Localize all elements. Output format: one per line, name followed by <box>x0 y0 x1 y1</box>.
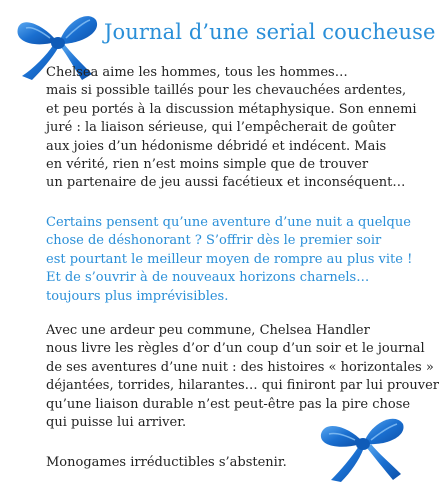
signoff-line: Monogames irréductibles s’abstenir. <box>46 455 287 470</box>
book-title: Journal d’une serial coucheuse <box>104 20 436 44</box>
paragraph-highlight: Certains pensent qu’une aventure d’une nuit a quelque chose de déshonorant ? S’offrir dès le premier soir est pourtant le meilleur moyen de rompre au plus vite ! Et de s’ouvrir à de nouveaux horizons charnels… toujours plus imprévisibles. <box>46 215 413 304</box>
paragraph-summary: Avec une ardeur peu commune, Chelsea Handler nous livre les règles d’or d’un coup d’un soir et le journal de ses aventures d’une nuit : des histoires « horizontales » déjantées, torrides, hilarantes… qui finiront par lui prouver qu’une liaison durable n’est peut-être pas la pire chose qui puisse lui arriver. <box>46 323 439 431</box>
paragraph-intro: Chelsea aime les hommes, tous les hommes… mais si possible taillés pour les chevauchées ardentes, et peu portés à la discussion métaphysique. Son ennemi juré : la liaison sérieuse, qui l’empêcherait de goûter aux joies d’un hédonisme débridé et indécent. Mais en vérité, rien n’est moins simple que de trouver un partenaire de jeu aussi facétieux et inconséquent… <box>46 65 417 191</box>
ribbon-bow-icon <box>315 404 411 486</box>
